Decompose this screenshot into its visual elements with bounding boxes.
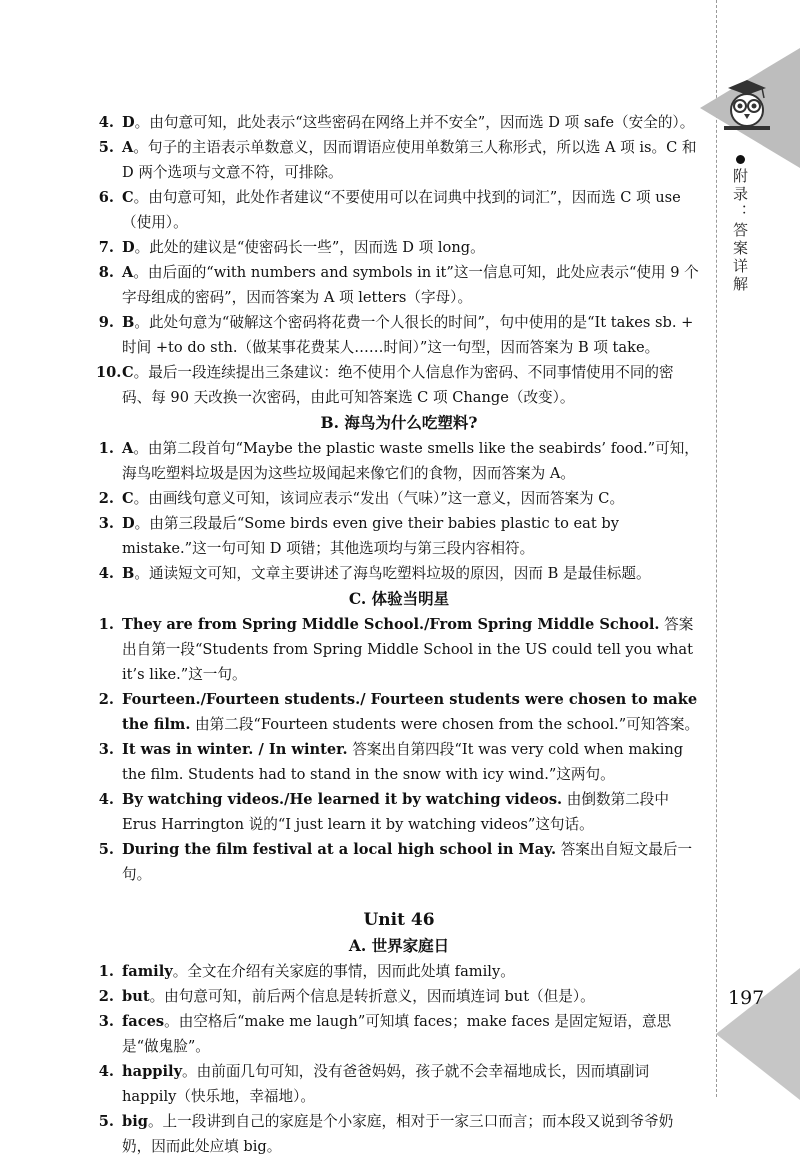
list-item: 2. Fourteen./Fourteen students./ Fourteen students were chosen to make the film. 由第二段“Fourteen students were chosen from the school.”可知答案。 [98,691,700,733]
section-b-answers [96,436,702,586]
list-item: 1. A。由第二段首句“Maybe the plastic waste smells like the seabirds’ food.”可知，海鸟吃塑料垃圾是因为这些垃圾闻起来像它们的食物，因而答案为 A。 [98,440,699,482]
list-item: 3. faces。由空格后“make me laugh”可知填 faces；make faces 是固定短语，意思是“做鬼脸”。 [98,1013,672,1055]
list-item: 2. but。由句意可知，前后两个信息是转折意义，因而填连词 but（但是）。 [98,988,595,1005]
list-item: 1. They are from Spring Middle School./From Spring Middle School. 答案出自第一段“Students from Spring Middle School in the US could tell you what it’s like.”这一句。 [98,616,694,683]
section-b-title: B. 海鸟为什么吃塑料? [320,413,478,432]
list-item: 4. B。通读短文可知，文章主要讲述了海鸟吃塑料垃圾的原因，因而 B 是最佳标题。 [98,565,651,582]
section-c-answers [96,612,702,887]
answer-key-content [96,110,702,1159]
list-item: 5. A。句子的主语表示单数意义，因而谓语应使用单数第三人称形式，所以选 A 项 is。C 和 D 两个选项与文意不符，可排除。 [98,139,697,181]
appendix-label-text: 附录：答案详解 [731,168,749,294]
bullet-icon [736,155,745,164]
list-item: 3. It was in winter. / In winter. 答案出自第四段“It was very cold when making the film. Students had to stand in the snow with icy wind.”这两句。 [98,741,684,783]
page-number: 197 [728,987,765,1009]
list-item: 4. By watching videos./He learned it by watching videos. 由倒数第二段中 Erus Harrington 说的“I just learn it by watching videos”这句话。 [98,791,669,833]
list-item: 6. C。由句意可知，此处作者建议“不要使用可以在词典中找到的词汇”，因而选 C 项 use（使用）。 [98,189,681,231]
appendix-side-label [731,155,751,294]
list-item: 9. B。此处句意为“破解这个密码将花费一个人很长的时间”，句中使用的是“It takes sb. + 时间 +to do sth.（做某事花费某人……时间）”这一句型，因而答案为 B 项 take。 [98,314,694,356]
list-item: 3. D。由第三段最后“Some birds even give their babies plastic to eat by mistake.”这一句可知 D 项错；其他选项均与第三段内容相符。 [98,515,619,557]
unit-46-title: Unit 46 [363,910,435,930]
prev-section-answers [96,110,702,410]
section-c-title: C. 体验当明星 [348,589,450,608]
list-item: 2. C。由画线句意义可知，该词应表示“发出（气味）”这一意义，因而答案为 C。 [98,490,625,507]
list-item: 4. D。由句意可知，此处表示“这些密码在网络上并不安全”，因而选 D 项 safe（安全的）。 [98,114,695,131]
unit-46-section-a-answers [96,959,702,1159]
list-item: 8. A。由后面的“with numbers and symbols in it”这一信息可知，此处应表示“使用 9 个字母组成的密码”，因而答案为 A 项 letters（字母）。 [98,264,699,306]
unit-46-section-a-title: A. 世界家庭日 [348,936,450,955]
list-item: 5. During the film festival at a local high school in May. 答案出自短文最后一句。 [98,841,693,883]
list-item: 4. happily。由前面几句可知，没有爸爸妈妈，孩子就不会幸福地成长，因而填副词 happily（快乐地，幸福地）。 [98,1063,650,1105]
list-item: 7. D。此处的建议是“使密码长一些”，因而选 D 项 long。 [98,239,485,256]
list-item: 5. big。上一段讲到自己的家庭是个小家庭，相对于一家三口而言；而本段又说到爷爷奶奶，因而此处应填 big。 [98,1113,674,1155]
owl-scholar-icon [722,78,772,132]
list-item: 1. family。全文在介绍有关家庭的事情，因而此处填 family。 [98,963,515,980]
list-item: 10. C。最后一段连续提出三条建议：绝不使用个人信息作为密码、不同事情使用不同的密码、每 90 天改换一次密码，由此可知答案选 C 项 Change（改变）。 [96,364,674,406]
